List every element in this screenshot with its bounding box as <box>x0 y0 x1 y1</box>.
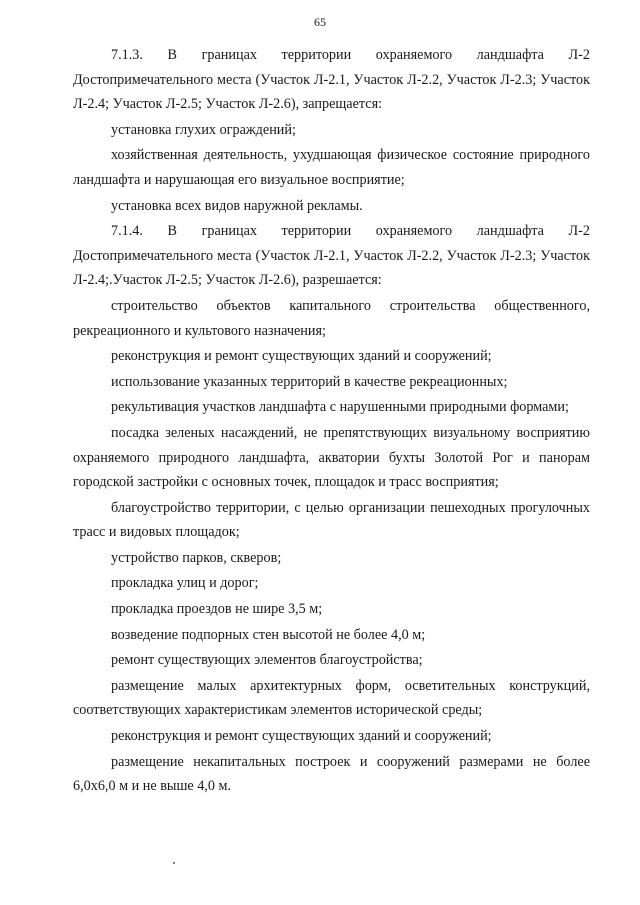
list-item: устройство парков, скверов; <box>111 549 282 566</box>
list-item: установка глухих ограждений; <box>111 121 296 138</box>
list-item: установка всех видов наружной рекламы. <box>111 197 363 214</box>
list-item: прокладка улиц и дорог; <box>111 575 259 592</box>
list-item: прокладка проездов не шире 3,5 м; <box>111 601 323 618</box>
list-item: размещение некапитальных построек и сооружений размерами не более 6,0х6,0 м и не выше 4,0 м. <box>73 753 590 795</box>
list-item: реконструкция и ремонт существующих зданий и сооружений; <box>111 348 492 365</box>
list-item: рекультивация участков ландшафта с нарушенными природными формами; <box>111 399 569 416</box>
scan-speck <box>173 862 175 864</box>
page-number: 65 <box>314 15 326 29</box>
list-item: хозяйственная деятельность, ухудшающая физическое состояние природного ландшафта и нарушающая его визуальное восприятие; <box>73 147 590 188</box>
paragraph-7-1-3: 7.1.3. В границах территории охраняемого ландшафта Л-2 Достопримечательного места (Участок Л-2.1, Участок Л-2.2, Участок Л-2.3; Участок Л-2.4; Участок Л-2.5; Участок Л-2.6), запрещается: <box>73 47 590 113</box>
list-item: возведение подпорных стен высотой не более 4,0 м; <box>111 626 426 643</box>
list-item: использование указанных территорий в качестве рекреационных; <box>111 373 508 390</box>
paragraph-7-1-4: 7.1.4. В границах территории охраняемого ландшафта Л-2 Достопримечательного места (Участок Л-2.1, Участок Л-2.2, Участок Л-2.3; Участок Л-2.4;.Участок Л-2.5; Участок Л-2.6), разрешается: <box>73 223 590 289</box>
list-item: благоустройство территории, с целью организации пешеходных прогулочных трасс и видовых площадок; <box>73 499 590 541</box>
document-body <box>73 43 590 800</box>
list-item: реконструкция и ремонт существующих зданий и сооружений; <box>111 728 492 745</box>
list-item: размещение малых архитектурных форм, осветительных конструкций, соответствующих характеристикам элементов исторической среды; <box>73 677 590 719</box>
list-item: ремонт существующих элементов благоустройства; <box>111 652 423 669</box>
list-item: строительство объектов капитального строительства общественного, рекреационного и культового назначения; <box>73 297 590 339</box>
list-item: посадка зеленых насаждений, не препятствующих визуальному восприятию охраняемого природного ландшафта, акватории бухты Золотой Рог и панорам городской застройки с основных точек, площадок и трасс восприятия; <box>73 424 590 491</box>
